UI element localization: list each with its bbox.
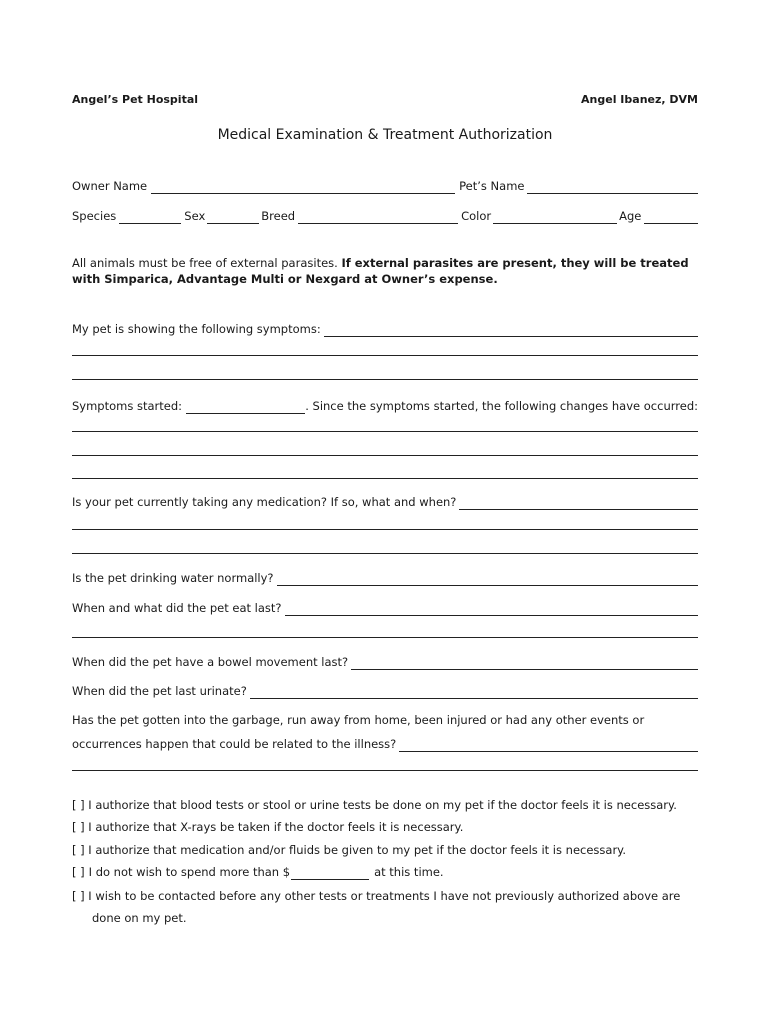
eat-label: When and what did the pet eat last? xyxy=(72,601,282,615)
garbage-field[interactable] xyxy=(399,739,698,752)
eat-question xyxy=(72,600,698,616)
color-label: Color xyxy=(461,209,492,223)
water-field[interactable] xyxy=(277,573,698,586)
symptoms-started-label: Symptoms started: xyxy=(72,399,183,413)
medication-line-2[interactable] xyxy=(72,529,698,530)
hospital-name: Angel’s Pet Hospital xyxy=(72,93,199,106)
garbage-question-line-1: Has the pet gotten into the garbage, run away from home, been injured or had any other events or xyxy=(72,713,645,727)
symptoms-line-2[interactable] xyxy=(72,355,698,356)
auth-xray xyxy=(72,819,698,835)
species-field[interactable] xyxy=(119,211,181,224)
auth-medication-text: I authorize that medication and/or fluids be given to my pet if the doctor feels it is necessary. xyxy=(88,843,626,857)
pet-name-field[interactable] xyxy=(527,181,698,194)
urinate-field[interactable] xyxy=(250,686,698,699)
changes-line-3[interactable] xyxy=(72,478,698,479)
medication-line-3[interactable] xyxy=(72,553,698,554)
age-field[interactable] xyxy=(644,211,698,224)
symptoms-field[interactable] xyxy=(324,324,698,337)
auth-spend-prefix: I do not wish to spend more than $ xyxy=(88,865,291,879)
sex-label: Sex xyxy=(184,209,206,223)
bowel-label: When did the pet have a bowel movement last? xyxy=(72,655,349,669)
garbage-question xyxy=(72,736,698,752)
parasites-warning: If external parasites are present, they will be treated with Simparica, Advantage Multi or Nexgard at Owner’s expense. xyxy=(72,256,689,286)
owner-row xyxy=(72,178,698,194)
checkbox-xray[interactable]: [ ] xyxy=(72,820,85,834)
owner-name-label: Owner Name xyxy=(72,179,148,193)
color-field[interactable] xyxy=(493,211,617,224)
checkbox-medication[interactable]: [ ] xyxy=(72,843,85,857)
form-title: Medical Examination & Treatment Authorization xyxy=(217,127,553,143)
header-row xyxy=(72,92,698,108)
checkbox-contact[interactable]: [ ] xyxy=(72,889,85,903)
auth-contact-line-2: done on my pet. xyxy=(92,911,187,925)
auth-spend xyxy=(72,864,698,880)
breed-label: Breed xyxy=(261,209,296,223)
animal-row xyxy=(72,208,698,224)
auth-spend-suffix: at this time. xyxy=(374,865,444,879)
symptoms-line-3[interactable] xyxy=(72,379,698,380)
changes-line-1[interactable] xyxy=(72,431,698,432)
auth-blood-text: I authorize that blood tests or stool or urine tests be done on my pet if the doctor feels it is necessary. xyxy=(88,798,677,812)
eat-line-2[interactable] xyxy=(72,637,698,638)
owner-name-field[interactable] xyxy=(151,181,455,194)
medication-label: Is your pet currently taking any medication? If so, what and when? xyxy=(72,495,457,509)
auth-medication xyxy=(72,842,698,858)
breed-field[interactable] xyxy=(298,211,458,224)
water-label: Is the pet drinking water normally? xyxy=(72,571,274,585)
symptoms-started-row xyxy=(72,398,698,414)
parasites-text: All animals must be free of external parasites. xyxy=(72,256,338,270)
garbage-line-2[interactable] xyxy=(72,770,698,771)
species-label: Species xyxy=(72,209,117,223)
age-label: Age xyxy=(619,209,642,223)
bowel-field[interactable] xyxy=(351,657,698,670)
urinate-question xyxy=(72,683,698,699)
pet-name-label: Pet’s Name xyxy=(459,179,525,193)
symptoms-started-field[interactable] xyxy=(186,401,305,414)
auth-blood xyxy=(72,797,698,813)
water-question xyxy=(72,570,698,586)
changes-line-2[interactable] xyxy=(72,455,698,456)
auth-xray-text: I authorize that X-rays be taken if the doctor feels it is necessary. xyxy=(88,820,464,834)
garbage-label: occurrences happen that could be related to the illness? xyxy=(72,737,397,751)
sex-field[interactable] xyxy=(207,211,259,224)
symptoms-question xyxy=(72,321,698,337)
bowel-question xyxy=(72,654,698,670)
symptoms-label: My pet is showing the following symptoms: xyxy=(72,322,321,336)
doctor-name: Angel Ibanez, DVM xyxy=(581,93,698,106)
urinate-label: When did the pet last urinate? xyxy=(72,684,247,698)
auth-contact-text: I wish to be contacted before any other tests or treatments I have not previously authorized above are xyxy=(88,889,681,903)
auth-contact xyxy=(72,888,698,904)
parasites-notice xyxy=(72,255,698,287)
spend-amount-field[interactable] xyxy=(291,867,369,880)
eat-field[interactable] xyxy=(285,603,698,616)
medication-question xyxy=(72,494,698,510)
changes-label: . Since the symptoms started, the following changes have occurred: xyxy=(305,399,698,413)
medication-field[interactable] xyxy=(459,497,698,510)
checkbox-spend[interactable]: [ ] xyxy=(72,865,85,879)
checkbox-blood[interactable]: [ ] xyxy=(72,798,85,812)
